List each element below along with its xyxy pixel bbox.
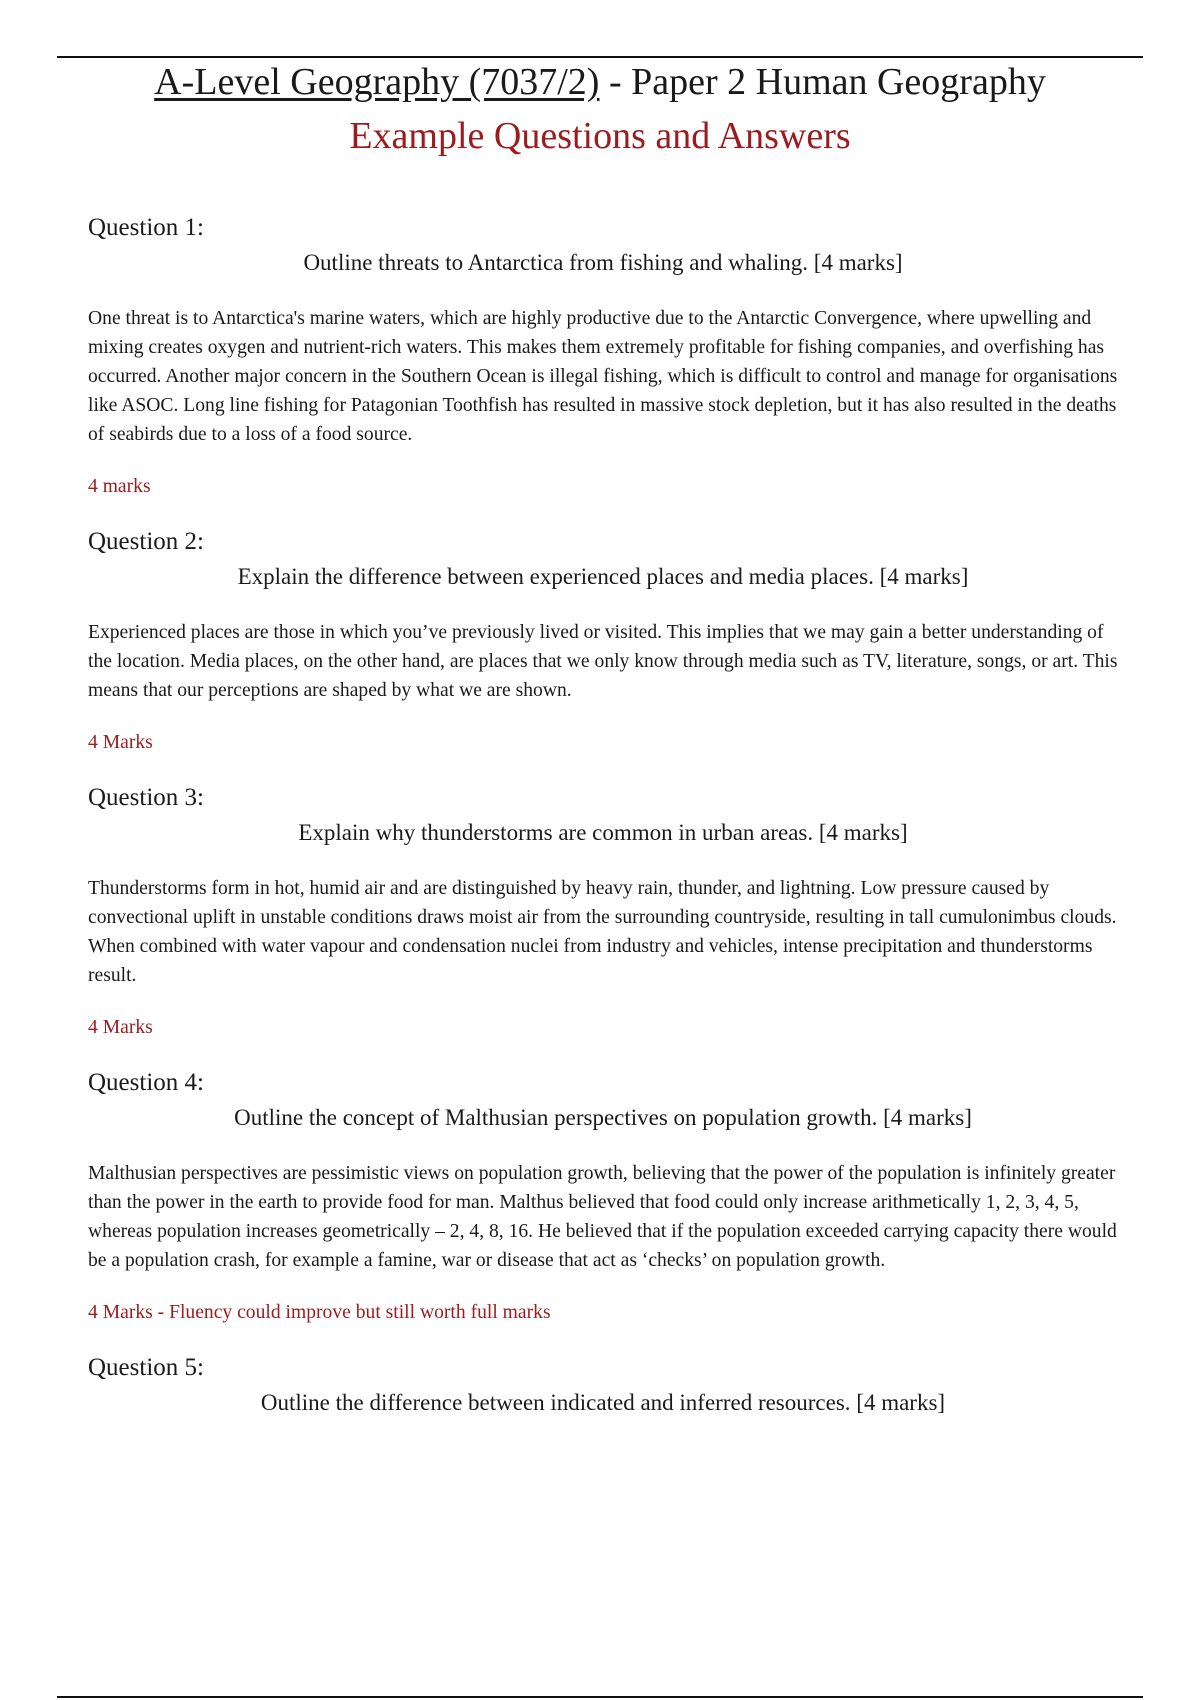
answer-text: Experienced places are those in which you’ve previously lived or visited. This implies that we may gain a better understanding of the location. Media places, on the other hand, are places that we only know through media such as TV, literature, songs, or art. This means that our perceptions are shaped by what we are shown. — [88, 622, 1118, 701]
answer-text: Thunderstorms form in hot, humid air and are distinguished by heavy rain, thunder, and lightning. Low pressure caused by convectional uplift in unstable conditions draws moist air from the surrounding countryside, resulting in tall cumulonimbus clouds. When combined with water vapour and condensation nuclei from industry and vehicles, intense precipitation and thunderstorms result. — [88, 878, 1117, 986]
document-title — [0, 58, 1200, 106]
question-label: Question 5: — [88, 1354, 204, 1381]
title-rest: - Paper 2 Human Geography — [599, 61, 1046, 103]
question-label: Question 4: — [88, 1069, 204, 1096]
marks-note: 4 marks — [88, 476, 151, 497]
question-3 — [88, 783, 1118, 1042]
question-prompt: Outline the concept of Malthusian perspectives on population growth. [4 marks] — [234, 1105, 972, 1130]
bottom-rule — [57, 1696, 1143, 1698]
question-1 — [88, 213, 1118, 501]
title-code: A-Level Geography (7037/2) — [154, 61, 600, 103]
question-label: Question 1: — [88, 214, 204, 241]
question-4 — [88, 1068, 1118, 1327]
answer-text: One threat is to Antarctica's marine waters, which are highly productive due to the Antarctic Convergence, where upwelling and mixing creates oxygen and nutrient-rich waters. This makes them extremely profitable for fishing companies, and overfishing has occurred. Another major concern in the Southern Ocean is illegal fishing, which is difficult to control and manage for organisations like ASOC. Long line fishing for Patagonian Toothfish has resulted in massive stock depletion, but it has also resulted in the deaths of seabirds due to a loss of a food source. — [88, 308, 1118, 445]
document-subtitle: Example Questions and Answers — [349, 115, 851, 157]
questions-list — [88, 213, 1118, 1418]
question-prompt: Explain the difference between experienced places and media places. [4 marks] — [237, 564, 969, 589]
question-prompt: Outline threats to Antarctica from fishing and whaling. [4 marks] — [303, 250, 903, 275]
question-label: Question 2: — [88, 528, 204, 555]
answer-text: Malthusian perspectives are pessimistic views on population growth, believing that the power of the population is infinitely greater than the power in the earth to provide food for man. Malthus believed that food could only increase arithmetically 1, 2, 3, 4, 5, whereas population increases geometrically – 2, 4, 8, 16. He believed that if the population exceeded carrying capacity there would be a population crash, for example a famine, war or disease that act as ‘checks’ on population growth. — [88, 1163, 1117, 1271]
marks-note: 4 Marks - Fluency could improve but still worth full marks — [88, 1302, 551, 1323]
question-5 — [88, 1353, 1118, 1418]
question-label: Question 3: — [88, 784, 204, 811]
question-2 — [88, 527, 1118, 757]
marks-note: 4 Marks — [88, 732, 153, 753]
question-prompt: Outline the difference between indicated and inferred resources. [4 marks] — [260, 1390, 946, 1415]
question-prompt: Explain why thunderstorms are common in urban areas. [4 marks] — [298, 820, 908, 845]
marks-note: 4 Marks — [88, 1017, 153, 1038]
